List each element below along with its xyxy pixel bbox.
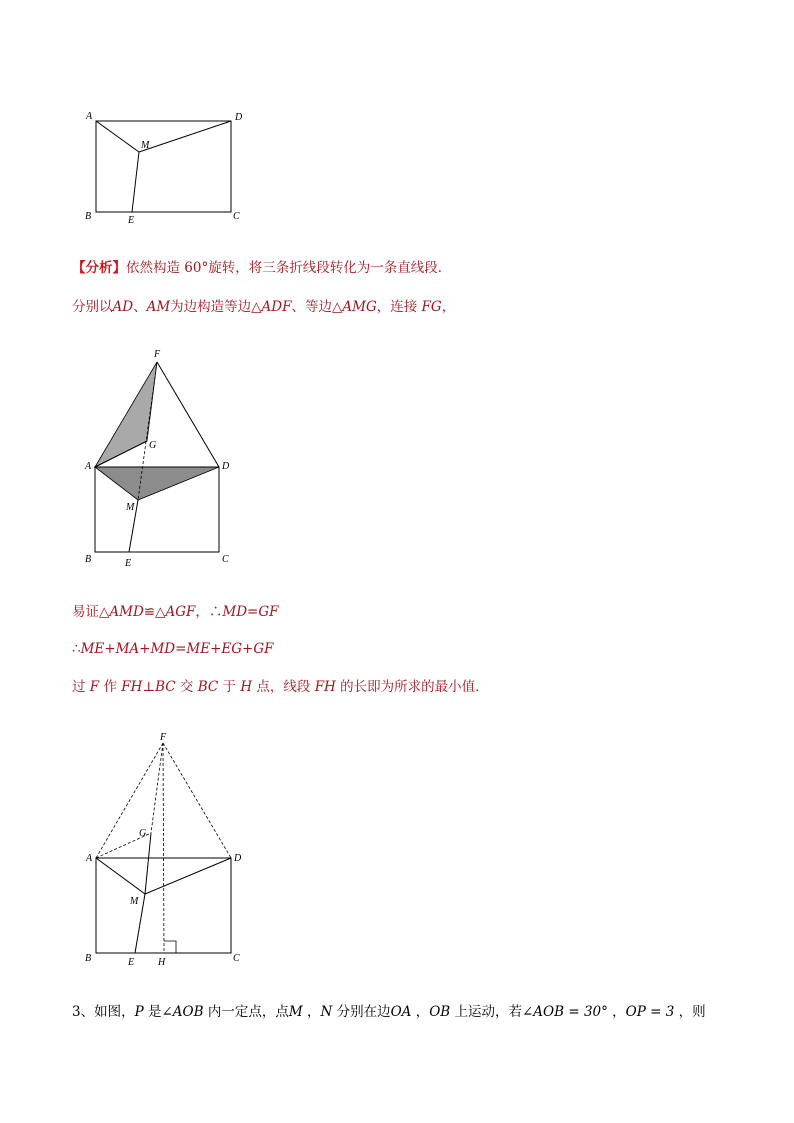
text-h: H	[240, 679, 253, 695]
segment-am	[96, 858, 145, 894]
label-a: A	[86, 853, 93, 864]
shaded-triangle-amd	[95, 467, 219, 500]
analysis-line-2	[72, 298, 455, 316]
segment-fd	[157, 362, 219, 467]
text: 过	[72, 679, 90, 695]
text-md-gf: MD=GF	[222, 604, 279, 620]
text-sum-eq: ME+MA+MD=ME+EG+GF	[80, 641, 274, 657]
text: 的长即为所求的最小值．	[335, 679, 489, 695]
text: ，∴	[195, 604, 223, 620]
text-p: P	[134, 1004, 144, 1020]
dashed-fg	[151, 743, 163, 833]
text: ，	[302, 1004, 321, 1020]
text-f: F	[89, 679, 100, 695]
segment-gm	[145, 833, 151, 894]
label-c: C	[233, 211, 240, 222]
text-fg: FG	[421, 299, 442, 315]
text-angle-condition: ∠AOB = 30°	[522, 1004, 608, 1020]
text: ，连接	[376, 299, 422, 315]
label-d: D	[235, 112, 243, 123]
text: 、等边△	[291, 299, 343, 315]
figure-rotation-construction	[80, 345, 240, 570]
text: 为边构造等边△	[170, 299, 262, 315]
label-e: E	[125, 558, 132, 569]
text-agf: AGF	[165, 604, 196, 620]
text-amd: AMD	[109, 604, 144, 620]
text: ，则	[674, 1004, 706, 1020]
text-fh-perp-bc: FH⊥BC	[121, 679, 176, 695]
text-adf: ADF	[261, 299, 292, 315]
text: 上运动，若	[450, 1004, 522, 1020]
text: 交	[175, 679, 198, 695]
text-m: M	[288, 1004, 303, 1020]
label-h: H	[158, 957, 166, 968]
text-fh: FH	[314, 679, 336, 695]
label-f: F	[154, 349, 161, 360]
text-am: AM	[146, 299, 171, 315]
text: ，	[607, 1004, 626, 1020]
rect-abcd	[96, 121, 231, 212]
problem-3-statement	[72, 1003, 706, 1021]
text: 分别在边	[332, 1004, 391, 1020]
figure-rectangle-abcd	[80, 108, 250, 228]
proof-line-3	[72, 678, 489, 696]
text: 、	[133, 299, 147, 315]
text: 作	[99, 679, 122, 695]
label-c: C	[222, 554, 229, 565]
text: 于	[218, 679, 241, 695]
text: ∴	[72, 641, 81, 657]
analysis-text: 依然构造 60°旋转，将三条折线段转化为一条直线段．	[126, 260, 452, 276]
text: 易证△	[72, 604, 110, 620]
text: ，	[441, 299, 456, 315]
text-n: N	[320, 1004, 333, 1020]
text: 内一定点，点	[203, 1004, 289, 1020]
label-d: D	[234, 853, 242, 864]
text-oa: OA	[390, 1004, 412, 1020]
text: 点，线段	[252, 679, 315, 695]
label-a: A	[86, 111, 93, 122]
segment-md	[139, 121, 231, 152]
right-angle-mark	[164, 941, 176, 953]
text-ob: OB	[429, 1004, 451, 1020]
figure-perpendicular-fh	[80, 728, 250, 973]
dashed-fh	[163, 743, 164, 953]
segment-am	[96, 121, 139, 152]
label-g: G	[139, 828, 147, 839]
text-bc: BC	[197, 679, 219, 695]
dashed-af	[96, 743, 163, 858]
label-b: B	[85, 211, 92, 222]
text: 分别以	[72, 299, 113, 315]
text-amg: AMG	[342, 299, 377, 315]
dashed-fd	[163, 743, 231, 858]
text: ，	[411, 1004, 430, 1020]
label-b: B	[85, 554, 92, 565]
segment-md	[145, 858, 231, 894]
text-angle-aob: ∠AOB	[161, 1004, 204, 1020]
label-m: M	[141, 140, 150, 151]
proof-line-2	[72, 640, 274, 658]
label-e: E	[128, 215, 135, 226]
label-e: E	[128, 957, 135, 968]
text-op-condition: OP = 3	[625, 1004, 675, 1020]
label-m: M	[130, 896, 139, 907]
proof-line-1	[72, 603, 279, 621]
label-b: B	[85, 953, 92, 964]
label-g: G	[149, 440, 157, 451]
label-m: M	[126, 502, 135, 513]
analysis-line-1	[72, 259, 451, 277]
analysis-tag: 【分析】	[72, 260, 126, 276]
text: 是	[143, 1004, 162, 1020]
label-c: C	[233, 953, 240, 964]
text-ad: AD	[112, 299, 134, 315]
text: ≌△	[143, 604, 166, 620]
label-a: A	[85, 461, 92, 472]
label-f: F	[160, 732, 167, 743]
segment-me	[132, 152, 139, 212]
label-d: D	[222, 461, 230, 472]
text: 3、如图，	[72, 1004, 135, 1020]
